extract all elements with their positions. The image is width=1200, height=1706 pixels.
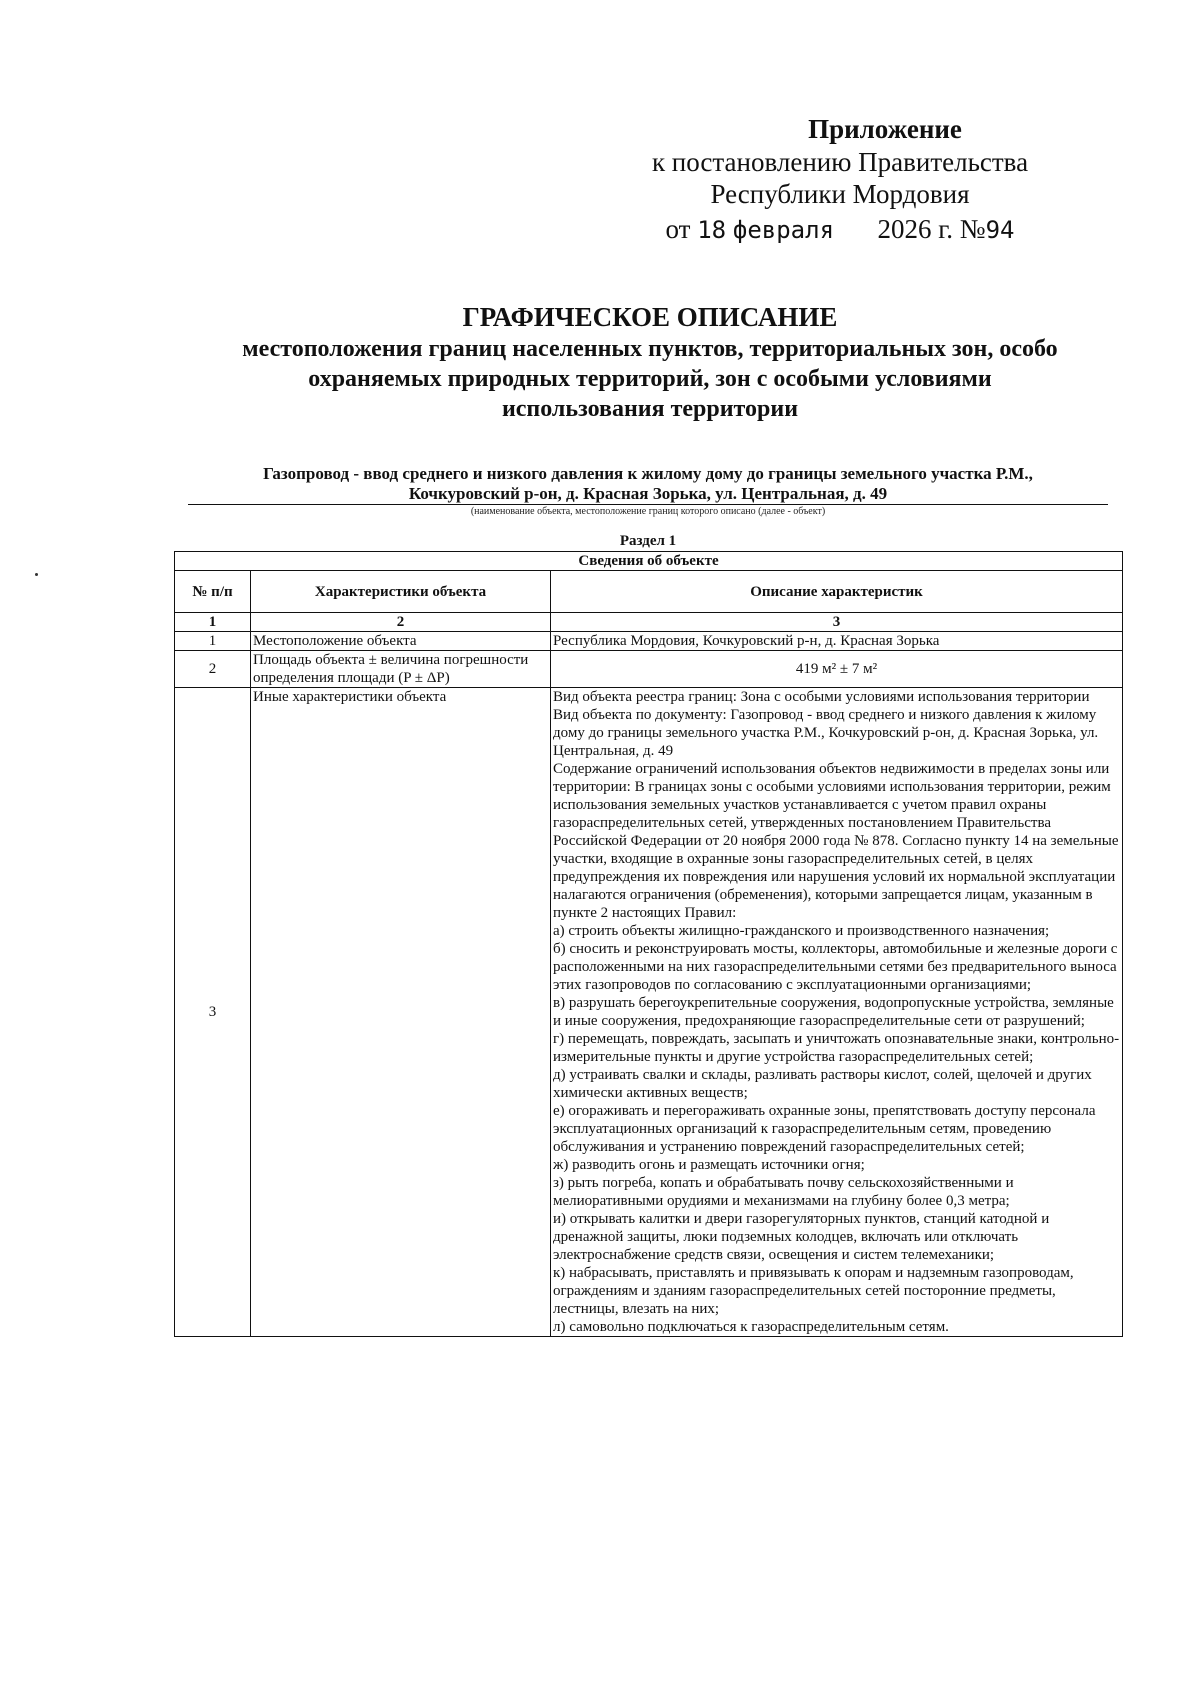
row-1-number: 1 — [175, 632, 251, 651]
date-prefix: от — [665, 214, 691, 244]
restriction-item-i: и) открывать калитки и двери газорегуляторных пунктов, станций катодной и дренажной защиты, люки подземных колодцев, включать или отключать электроснабжение средств связи, освещения и систем телемеханики; — [553, 1211, 1050, 1263]
column-number-2: 2 — [251, 613, 551, 632]
object-name-line-1: Газопровод - ввод среднего и низкого давления к жилому дому до границы земельного участка Р.М., — [263, 464, 1033, 483]
appendix-header — [580, 112, 1100, 247]
restriction-item-g: г) перемещать, повреждать, засыпать и уничтожать опознавательные знаки, контрольно-измерительные пункты и другие устройства газораспределительных сетей; — [553, 1031, 1120, 1065]
restriction-item-v: в) разрушать берегоукрепительные сооружения, водопропускные устройства, земляные и иные сооружения, предохраняющие газораспределительные сети от разрушений; — [553, 995, 1114, 1029]
table-row — [175, 688, 1123, 1337]
restriction-item-zh: ж) разводить огонь и размещать источники огня; — [553, 1157, 865, 1173]
header-number: № п/п — [175, 571, 251, 613]
appendix-date — [580, 212, 1100, 247]
row-3-characteristic: Иные характеристики объекта — [251, 688, 551, 1337]
appendix-line-1: к постановлению Правительства — [651, 147, 1029, 177]
header-characteristic: Характеристики объекта — [251, 571, 551, 613]
object-caption: (наименование объекта, местоположение границ которого описано (далее - объект) — [470, 506, 826, 517]
description-paragraph: Вид объекта реестра границ: Зона с особыми условиями использования территории — [553, 689, 1090, 705]
row-1-characteristic: Местоположение объекта — [251, 632, 551, 651]
restriction-item-e: е) огораживать и перегораживать охранные зоны, препятствовать доступу персонала эксплуатационных организаций к газораспределительным сетям, проведению обслуживания и устранению повреждений газораспределительных сетей; — [553, 1103, 1096, 1155]
restriction-item-k: к) набрасывать, приставлять и привязывать к опорам и надземным газопроводам, ограждениям и зданиям газораспределительных сетей посторонние предметы, лестницы, влезать на них; — [553, 1265, 1074, 1317]
appendix-heading: Приложение — [808, 114, 962, 144]
title-main: ГРАФИЧЕСКОЕ ОПИСАНИЕ — [462, 302, 838, 332]
row-1-description: Республика Мордовия, Кочкуровский р-н, д. Красная Зорька — [551, 632, 1123, 651]
row-2-number: 2 — [175, 651, 251, 688]
column-number-1: 1 — [175, 613, 251, 632]
date-month: февраля — [732, 216, 835, 244]
document-number: 94 — [985, 216, 1015, 244]
document-title — [200, 300, 1100, 424]
restriction-item-a: а) строить объекты жилищно-гражданского и производственного назначения; — [553, 923, 1050, 939]
object-name-line-2: Кочкуровский р-он, д. Красная Зорька, ул. Центральная, д. 49 — [408, 484, 888, 503]
header-description: Описание характеристик — [551, 571, 1123, 613]
description-paragraph: Вид объекта по документу: Газопровод - ввод среднего и низкого давления к жилому дому до границы земельного участка Р.М., Кочкуровский р-он, д. Красная Зорька, ул. Центральная, д. 49 — [553, 707, 1099, 759]
column-number-3: 3 — [551, 613, 1123, 632]
restriction-item-z: з) рыть погреба, копать и обрабатывать почву сельскохозяйственными и мелиоративными орудиями и механизмами на глубину более 0,3 метра; — [553, 1175, 1014, 1209]
object-info-table — [174, 551, 1123, 1337]
table-title-row — [175, 552, 1123, 571]
restriction-item-b: б) сносить и реконструировать мосты, коллекторы, автомобильные и железные дороги с расположенными на них газораспределительными сетями без предварительного выноса этих газопроводов по согласованию с эксплуатационными организациями; — [553, 941, 1118, 993]
title-sub: местоположения границ населенных пунктов, территориальных зон, особо охраняемых природных территорий, зон с особыми условиями использования территории — [242, 336, 1058, 422]
section-label: Раздел 1 — [619, 533, 677, 549]
row-3-number: 3 — [175, 688, 251, 1337]
description-paragraph: Содержание ограничений использования объектов недвижимости в пределах зоны или территории: В границах зоны с особыми условиями использования территории, режим использования земельных участков устанавливается с учетом правил охраны газораспределительных сетей, утвержденных постановлением Правительства Российской Федерации от 20 ноября 2000 года № 878. Согласно пункту 14 на земельные участки, входящие в охранные зоны газораспределительных сетей, в целях предупреждения их повреждения или нарушения условий их нормальной эксплуатации налагаются ограничения (обременения), которыми запрещается лицам, указанным в пункте 2 настоящих Правил: — [553, 761, 1119, 921]
column-number-row — [175, 613, 1123, 632]
table-header-row — [175, 571, 1123, 613]
row-2-characteristic: Площадь объекта ± величина погрешности определения площади (P ± ΔP) — [251, 651, 551, 688]
row-3-description — [551, 688, 1123, 1337]
scan-speck — [35, 573, 38, 576]
table-row — [175, 651, 1123, 688]
restriction-item-l: л) самовольно подключаться к газораспределительным сетям. — [553, 1319, 949, 1335]
row-2-description: 419 м² ± 7 м² — [551, 651, 1123, 688]
restriction-item-d: д) устраивать свалки и склады, разливать растворы кислот, солей, щелочей и других химически активных веществ; — [553, 1067, 1092, 1101]
date-year: 2026 г. № — [877, 214, 986, 244]
table-title: Сведения об объекте — [175, 552, 1123, 571]
appendix-line-2: Республики Мордовия — [710, 179, 970, 209]
table-row — [175, 632, 1123, 651]
object-name-block — [188, 464, 1108, 518]
date-day: 18 — [697, 216, 727, 244]
